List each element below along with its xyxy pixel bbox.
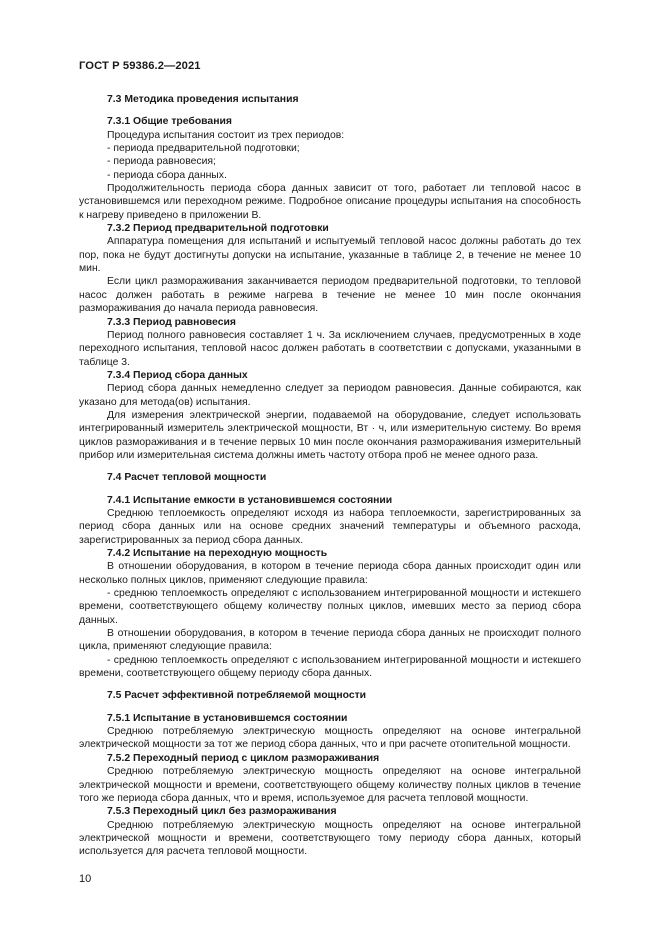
section-heading: 7.4.1 Испытание емкости в установившемся состоянии [107,494,393,506]
paragraph: - среднюю теплоемкость определяют с использованием интегрированной мощности и истекшего времени, соответствующего общему количеству полных циклов, имевших место за период сбора данных. [79,588,581,626]
paragraph: Период полного равновесия составляет 1 ч. За исключением случаев, предусмотренных в ходе переходного испытания, тепловой насос должен работать в соответствии с допусками, указанными в таблице 3. [79,329,581,368]
paragraph: Продолжительность периода сбора данных зависит от того, работает ли тепловой насос в установившемся или переходном режиме. Подробное описание процедуры испытания на способность к нагреву приведено в приложении В. [79,183,581,221]
paragraph: Среднюю потребляемую электрическую мощность определяют на основе интегральной электрической мощности и времени, соответствующего тому периоду сбора данных, который используется для расчета тепловой мощности. [79,819,581,858]
paragraph: Для измерения электрической энергии, подаваемой на оборудование, следует использовать интегрированный измеритель электрической мощности, Вт · ч, или измерительную систему. Во время циклов размораживания и в течение первых 10 мин после окончания размораживания измерительный прибор или измерительная система должны иметь частоту отбора проб не менее одного раза. [79,409,581,461]
section-heading: 7.5 Расчет эффективной потребляемой мощности [107,690,367,702]
section-heading: 7.5.3 Переходный цикл без размораживания [107,806,337,818]
section-heading: 7.4 Расчет тепловой мощности [107,472,267,484]
paragraph: Период сбора данных немедленно следует за периодом равновесия. Данные собираются, как указано для метода(ов) испытания. [79,383,581,408]
paragraph: - периода равновесия; [107,156,216,168]
section-heading: 7.5.1 Испытание в установившемся состоянии [107,712,348,724]
paragraph: - периода предварительной подготовки; [107,143,300,155]
section-heading: 7.3.3 Период равновесия [107,316,236,328]
section-heading: 7.5.2 Переходный период с циклом размораживания [107,752,380,764]
paragraph: В отношении оборудования, в котором в течение периода сбора данных не происходит полного цикла, применяют следующие правила: [79,628,581,653]
paragraph: - периода сбора данных. [107,169,227,181]
document-body [79,93,581,859]
paragraph: - среднюю теплоемкость определяют с использованием интегрированной мощности и истекшего времени, соответствующего общему периоду сбора данных. [79,654,581,680]
section-heading: 7.3 Методика проведения испытания [107,94,299,105]
section-heading: 7.3.1 Общие требования [107,116,232,128]
section-heading: 7.4.2 Испытание на переходную мощность [107,548,328,559]
paragraph: Процедура испытания состоит из трех периодов: [107,129,345,141]
page-number: 10 [79,873,92,885]
document-header: ГОСТ Р 59386.2—2021 [79,60,201,72]
paragraph: В отношении оборудования, в котором в течение периода сбора данных происходит один или несколько полных циклов, применяют следующие правила: [79,561,581,586]
paragraph: Если цикл размораживания заканчивается периодом предварительной подготовки, то тепловой насос должен работать в режиме нагрева в течение не менее 10 мин после окончания размораживания до начала периода равновесия. [79,276,581,315]
section-heading: 7.3.4 Период сбора данных [107,369,248,381]
paragraph: Среднюю потребляемую электрическую мощность определяют на основе интегральной электрической мощности за тот же период сбора данных, что и при расчете отопительной мощности. [79,726,581,751]
section-heading: 7.3.2 Период предварительной подготовки [107,223,329,235]
paragraph: Аппаратура помещения для испытаний и испытуемый тепловой насос должны работать до тех пор, пока не будут достигнуты допуски на испытание, указанные в таблице 2, в течение не менее 10 мин. [79,236,581,275]
paragraph: Среднюю теплоемкость определяют исходя из набора теплоемкости, зарегистрированных за период сбора данных или на основе средних значений температуры и объемного расхода, зарегистрированных за период сбора данных. [79,507,581,546]
paragraph: Среднюю потребляемую электрическую мощность определяют на основе интегральной электрической мощности и времени, соответствующего общему количеству полных циклов в течение того же периода сбора данных, что и время, используемое для расчета тепловой мощности. [79,766,581,804]
